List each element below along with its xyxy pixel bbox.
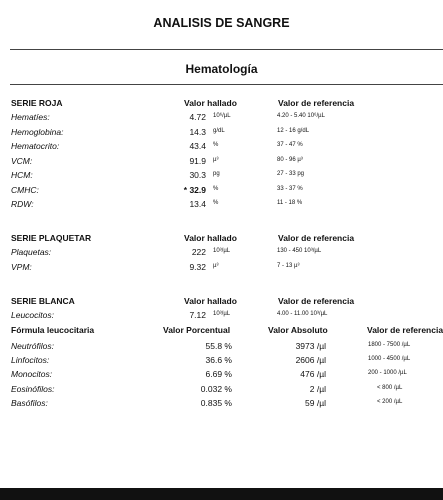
row-value: 9.32 (189, 262, 206, 272)
formula-col-pct: Valor Porcentual (163, 325, 231, 335)
row-value: 30.3 (189, 170, 206, 180)
row-label: Basófilos: (11, 398, 48, 408)
row-abs: 59 /µl (305, 398, 326, 408)
row-ref: 37 - 47 % (277, 142, 303, 148)
row-ref: < 200 /µL (377, 399, 403, 405)
row-pct: 6.69 % (205, 369, 232, 379)
row-pct: 0.032 % (200, 384, 232, 394)
row-value: 4.72 (189, 112, 206, 122)
report-title: ANALISIS DE SANGRE (153, 16, 290, 30)
row-label: Eosinófilos: (11, 384, 55, 394)
row-ref: 80 - 96 µ³ (277, 157, 303, 163)
formula-heading: Fórmula leucocitaria (11, 325, 95, 335)
row-unit: 10³/µL (213, 311, 231, 317)
row-unit: 10³/µL (213, 248, 231, 254)
row-ref: < 800 /µL (377, 385, 403, 391)
row-ref: 27 - 33 pg (277, 171, 305, 177)
serie-roja-col-ref: Valor de referencia (278, 98, 355, 108)
row-value: 13.4 (189, 199, 206, 209)
serie-plaquetar-col-value: Valor hallado (184, 233, 237, 243)
row-ref: 130 - 450 10³/µL (277, 248, 322, 254)
row-label: Leucocitos: (11, 310, 54, 320)
serie-roja-col-value: Valor hallado (184, 98, 237, 108)
row-ref: 11 - 18 % (277, 200, 303, 206)
row-unit: µ³ (213, 263, 219, 269)
row-value: 14.3 (189, 127, 206, 137)
row-unit: g/dL (213, 128, 225, 134)
row-label: Neutrófilos: (11, 341, 54, 351)
divider-top (10, 49, 443, 50)
row-unit: % (213, 186, 219, 192)
row-value: 43.4 (189, 141, 206, 151)
row-label: HCM: (11, 170, 33, 180)
serie-blanca-col-ref: Valor de referencia (278, 296, 355, 306)
row-label: Hemoglobina: (11, 127, 64, 137)
row-ref: 33 - 37 % (277, 186, 303, 192)
row-label: Monocitos: (11, 369, 53, 379)
row-ref: 4.20 - 5.40 10⁶/µL (277, 113, 325, 119)
row-value-flagged: * 32.9 (183, 185, 206, 195)
section-title: Hematología (185, 62, 258, 76)
row-label: CMHC: (11, 185, 39, 195)
serie-plaquetar-col-ref: Valor de referencia (278, 233, 355, 243)
serie-plaquetar-heading: SERIE PLAQUETAR (11, 233, 92, 243)
formula-col-ref: Valor de referencia (367, 325, 443, 335)
serie-blanca-heading: SERIE BLANCA (11, 296, 75, 306)
row-label: Plaquetas: (11, 247, 52, 257)
row-ref: 4.00 - 11.00 10³/µL (277, 311, 328, 317)
serie-roja-heading: SERIE ROJA (11, 98, 63, 108)
row-pct: 36.6 % (205, 355, 232, 365)
row-unit: % (213, 200, 219, 206)
row-abs: 2606 /µl (295, 355, 326, 365)
row-label: VCM: (11, 156, 33, 166)
row-pct: 0.835 % (200, 398, 232, 408)
serie-blanca-col-value: Valor hallado (184, 296, 237, 306)
row-ref: 12 - 16 g/dL (277, 128, 310, 134)
row-value: 222 (191, 247, 206, 257)
row-label: Hematíes: (11, 112, 50, 122)
row-label: Linfocitos: (11, 355, 50, 365)
row-unit: µ³ (213, 157, 219, 163)
row-unit: pg (213, 171, 220, 177)
row-abs: 2 /µl (309, 384, 326, 394)
photo-bottom-edge (0, 488, 443, 500)
formula-col-abs: Valor Absoluto (268, 325, 328, 335)
row-label: VPM: (11, 262, 32, 272)
row-label: RDW: (11, 199, 34, 209)
row-value: 91.9 (189, 156, 206, 166)
row-ref: 1000 - 4500 /µL (368, 356, 411, 362)
row-value: 7.12 (189, 310, 206, 320)
row-unit: 10⁶/µL (213, 113, 231, 119)
row-abs: 3973 /µl (295, 341, 326, 351)
row-pct: 55.8 % (205, 341, 232, 351)
row-ref: 200 - 1000 /µL (368, 370, 407, 376)
divider-sub (10, 84, 443, 85)
row-unit: % (213, 142, 219, 148)
row-ref: 7 - 13 µ³ (277, 263, 300, 269)
row-ref: 1800 - 7500 /µL (368, 342, 411, 348)
row-label: Hematocrito: (11, 141, 60, 151)
row-abs: 476 /µl (300, 369, 326, 379)
